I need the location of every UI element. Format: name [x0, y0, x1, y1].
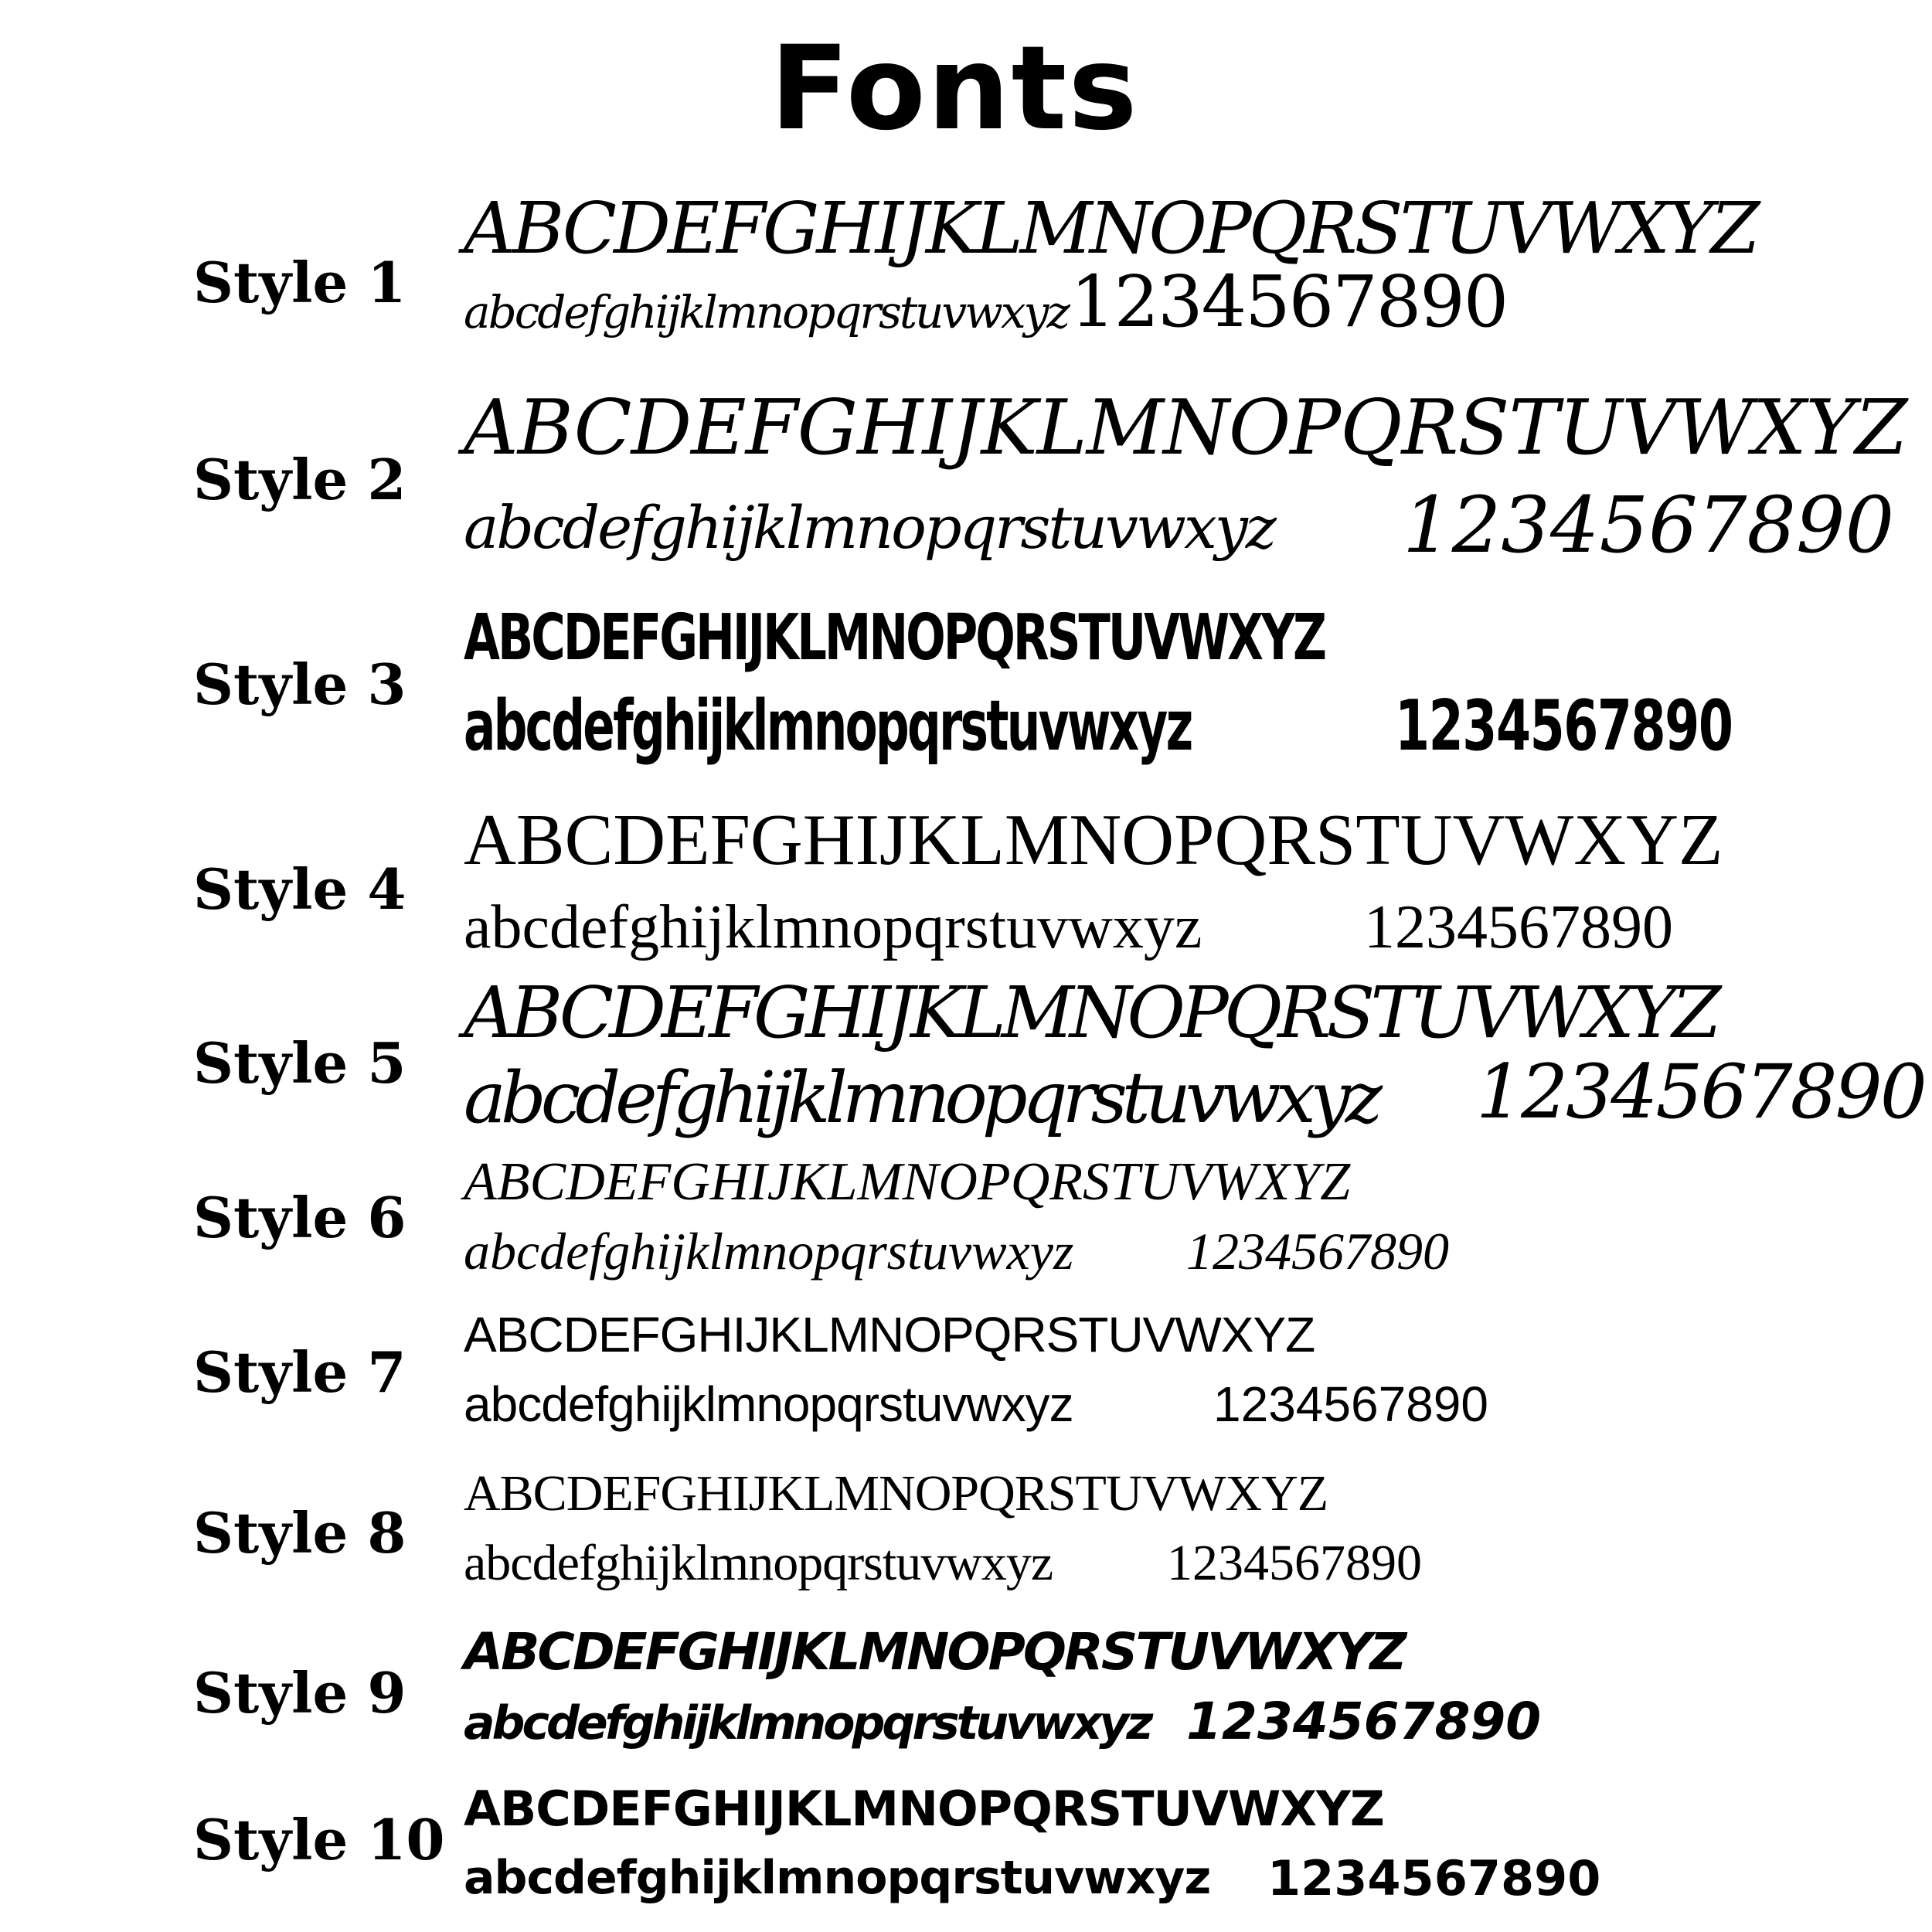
- style-label: Style 8: [193, 1500, 406, 1566]
- digits-sample: 1234567890: [1186, 1692, 1542, 1751]
- style-label: Style 6: [193, 1185, 406, 1250]
- digits-sample: 1234567890: [1186, 1222, 1449, 1281]
- digits-sample: 1234567890: [1267, 1850, 1601, 1906]
- uppercase-sample: ABCDEFGHIJKLMNOPQRSTUVWXYZ: [464, 1307, 1315, 1362]
- lowercase-sample: abcdefghijklmnopqrstuvwxyz: [464, 1376, 1073, 1432]
- digits-sample: 1234567890: [1167, 1535, 1422, 1591]
- lowercase-sample: abcdefghijklmnopqrstuvwxyz: [464, 1851, 1211, 1905]
- uppercase-sample: ABCDEFGHIJKLMNOPQRSTUVWXYZ: [464, 1465, 1328, 1522]
- style-label: Style 9: [193, 1660, 406, 1726]
- digits-sample: 1234567890: [1213, 1376, 1488, 1432]
- lowercase-sample: abcdefghijklmnopqrstuvwxyz: [464, 685, 1192, 767]
- lowercase-sample: abcdefghijklmnopqrstuvwxyz: [464, 1696, 1151, 1750]
- uppercase-sample: ABCDEFGHIJKLMNOPQRSTUVWXYZ: [464, 1781, 1384, 1837]
- style-label: Style 2: [193, 447, 406, 512]
- lowercase-sample: abcdefghijklmnopqrstuvwxyz: [464, 493, 1274, 562]
- page-title: Fonts: [770, 22, 1139, 156]
- uppercase-sample: ABCDEFGHIJKLMNOPQRSTUVWXYZ: [464, 800, 1723, 880]
- style-label: Style 5: [193, 1030, 406, 1096]
- digits-sample: 1234567890: [1364, 893, 1673, 961]
- digits-sample: 1234567890: [1070, 260, 1508, 343]
- style-label: Style 1: [193, 250, 406, 315]
- lowercase-sample: abcdefghijklmnopqrstuvwxyz: [464, 286, 1068, 338]
- uppercase-sample: ABCDEFGHIJKLMNOPQRSTUVWXYZ: [464, 601, 1325, 675]
- digits-sample: 1234567890: [1403, 480, 1895, 570]
- style-label: Style 10: [193, 1807, 445, 1872]
- uppercase-sample: ABCDEFGHIJKLMNOPQRSTUVWXYZ: [464, 384, 1907, 472]
- style-label: Style 3: [193, 651, 406, 717]
- lowercase-sample: abcdefghijklmnopqrstuvwxyz: [464, 1535, 1053, 1591]
- lowercase-sample: abcdefghijklmnopqrstuvwxyz: [464, 893, 1202, 961]
- uppercase-sample: ABCDEFGHIJKLMNOPQRSTUVWXYZ: [464, 971, 1717, 1054]
- digits-sample: 1234567890: [1395, 685, 1733, 767]
- uppercase-sample: ABCDEFGHIJKLMNOPQRSTUVWXYZ: [464, 187, 1757, 270]
- style-label: Style 4: [193, 856, 406, 922]
- style-label: Style 7: [193, 1339, 406, 1405]
- digits-sample: 1234567890: [1476, 1049, 1925, 1135]
- uppercase-sample: ABCDEFGHIJKLMNOPQRSTUVWXYZ: [464, 1152, 1351, 1212]
- uppercase-sample: ABCDEFGHIJKLMNOPQRSTUVWXYZ: [464, 1622, 1405, 1682]
- lowercase-sample: abcdefghijklmnopqrstuvwxyz: [464, 1222, 1074, 1281]
- lowercase-sample: abcdefghijklmnopqrstuvwxyz: [464, 1056, 1378, 1139]
